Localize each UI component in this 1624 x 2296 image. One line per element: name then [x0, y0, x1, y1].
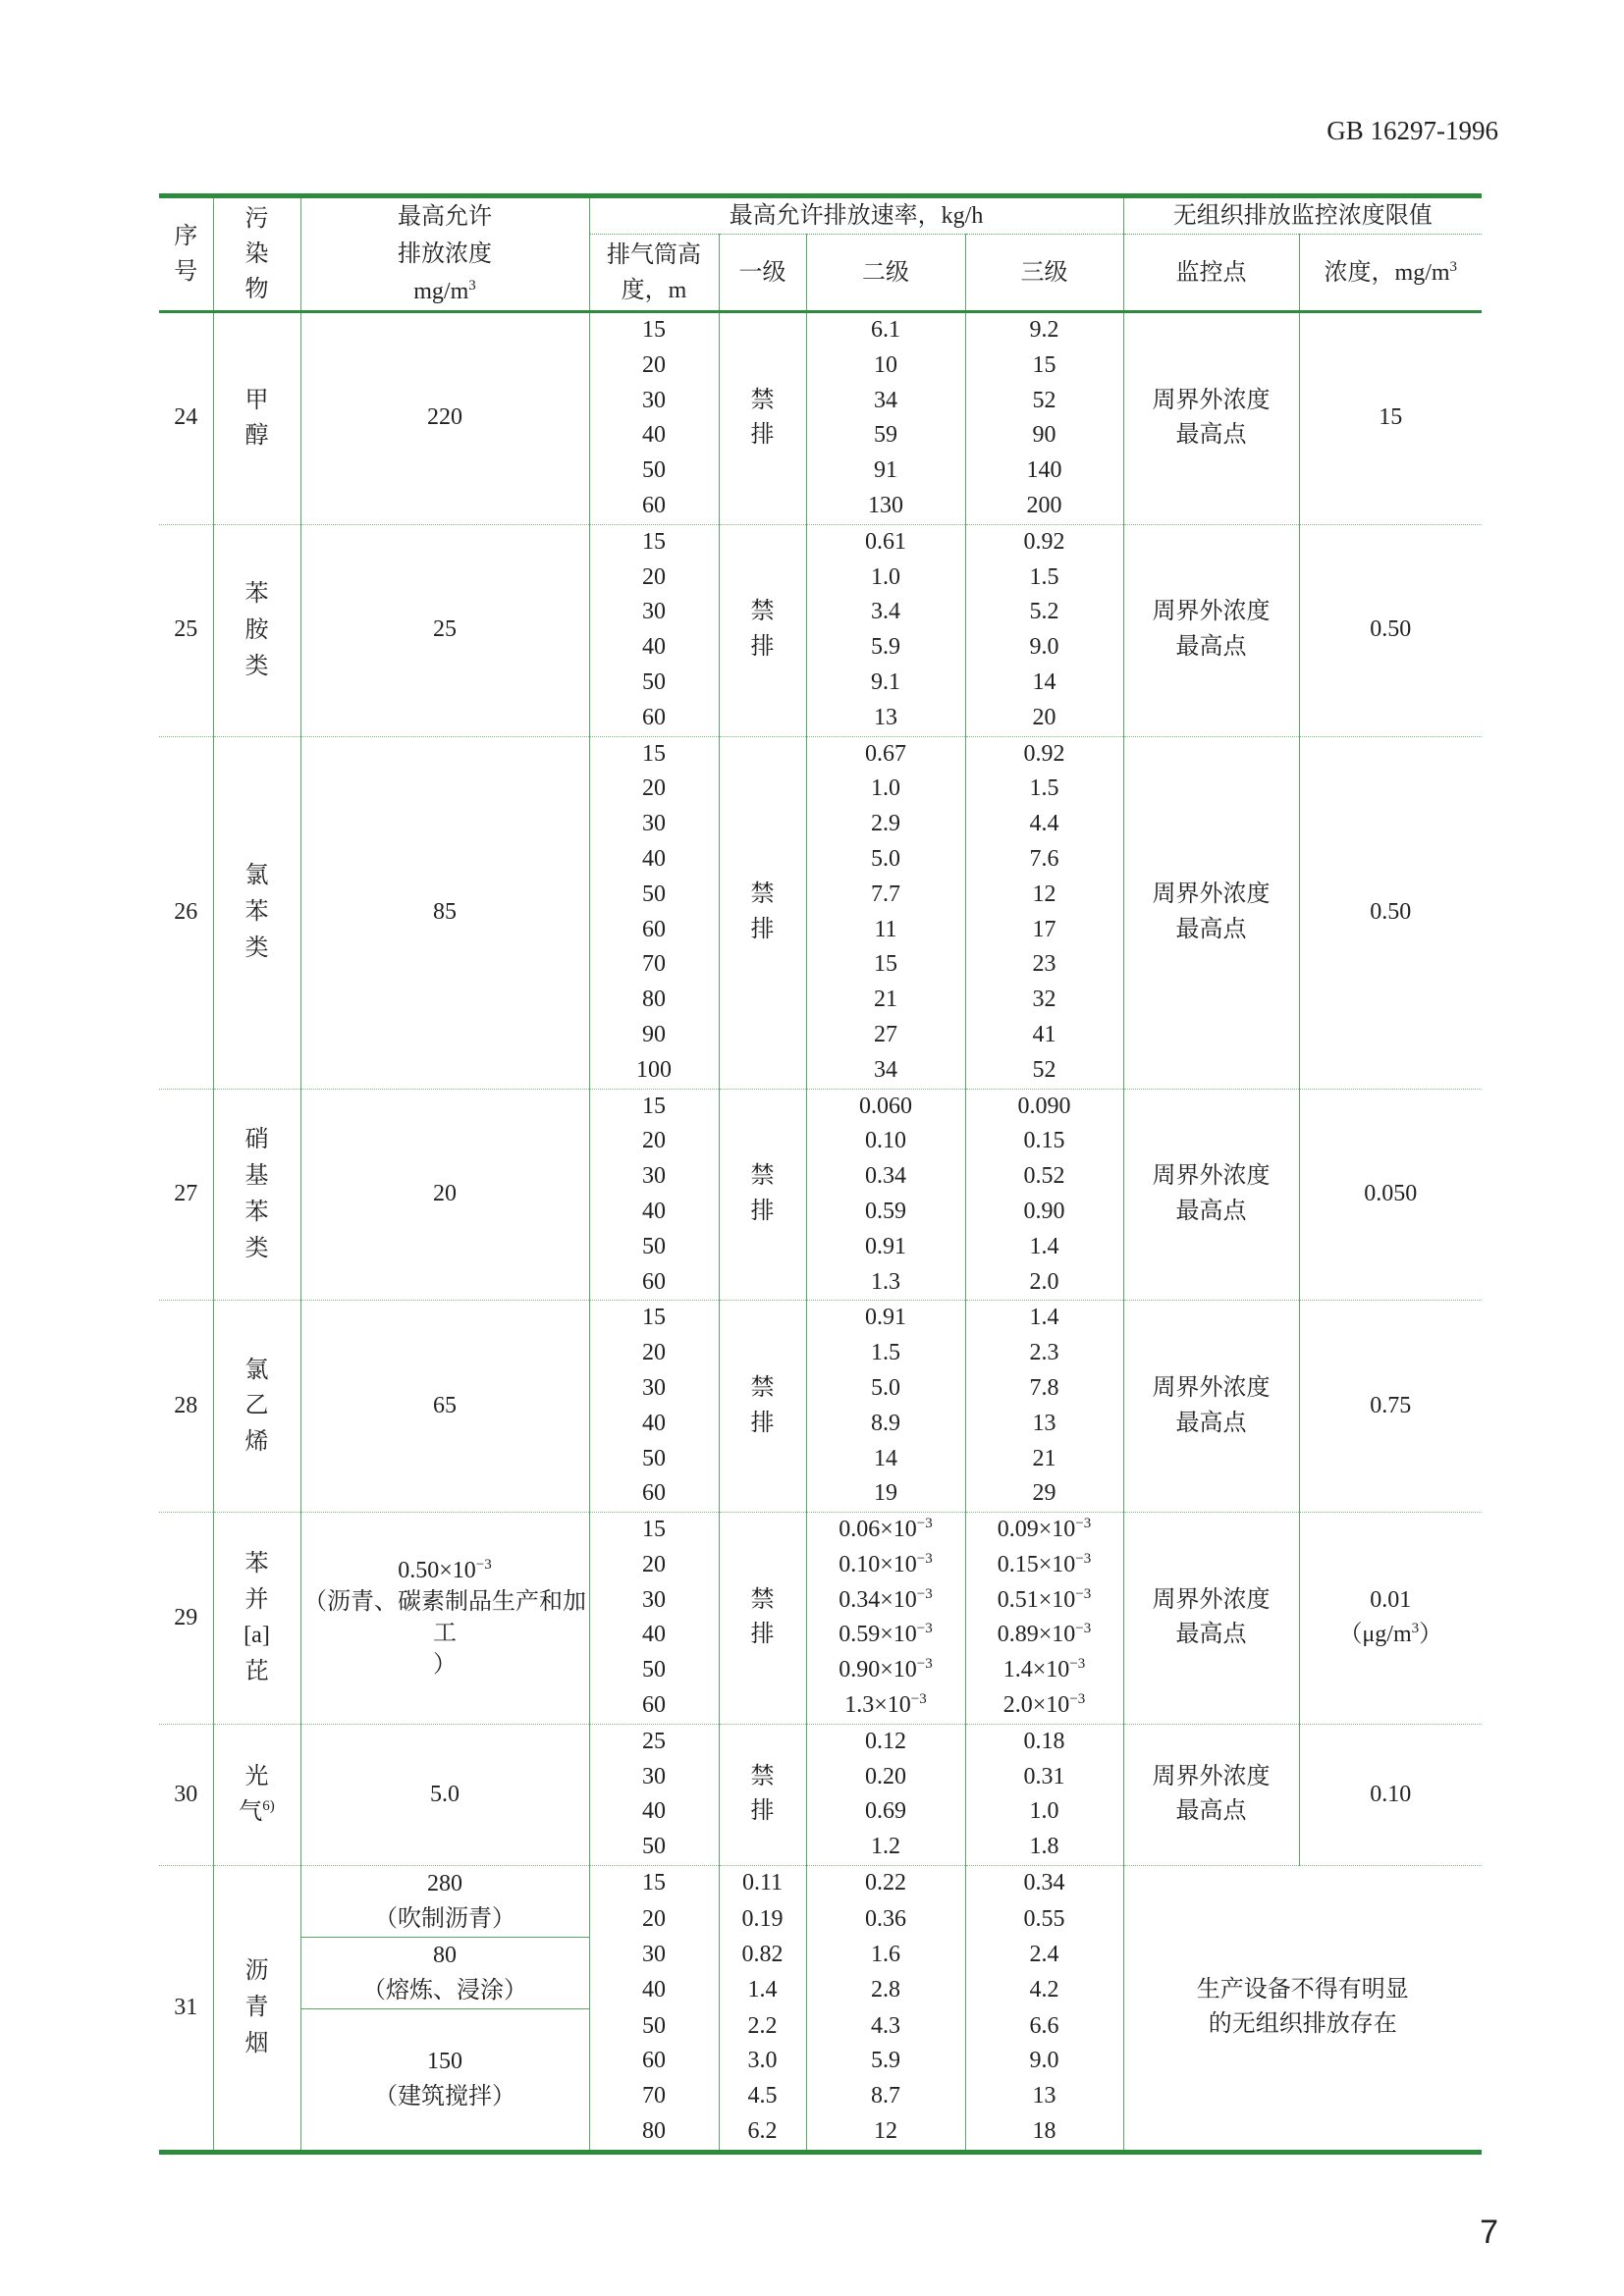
- stack-height-cell: 40: [589, 418, 719, 454]
- fugitive-note-cell: 生产设备不得有明显 的无组织排放存在: [1123, 1866, 1482, 2150]
- level2-rate-cell: 34: [806, 1053, 965, 1089]
- level2-rate-cell: 9.1: [806, 666, 965, 701]
- max-conc-cell: 5.0: [300, 1724, 589, 1865]
- level3-rate-cell: $0.15\times 10^{-3}$: [965, 1548, 1123, 1583]
- max-conc-cell: 20: [300, 1089, 589, 1301]
- level3-rate-cell: 9.2: [965, 312, 1123, 348]
- max-conc-cell: 150 （建筑搅拌）: [300, 2009, 589, 2150]
- level1-rate-cell: 0.11: [719, 1866, 806, 1902]
- level3-rate-cell: 1.4: [965, 1230, 1123, 1265]
- level2-rate-cell: 0.91: [806, 1230, 965, 1265]
- fugitive-limit-cell: 0.01 $(\mu g/m^3)$: [1299, 1513, 1482, 1725]
- seq-cell: 24: [159, 312, 213, 525]
- level2-rate-cell: 34: [806, 384, 965, 419]
- level3-rate-cell: 1.5: [965, 772, 1123, 807]
- stack-height-cell: 15: [589, 1866, 719, 1902]
- stack-height-cell: 50: [589, 878, 719, 913]
- level2-rate-cell: 0.060: [806, 1089, 965, 1124]
- stack-height-cell: 100: [589, 1053, 719, 1089]
- seq-cell: 30: [159, 1724, 213, 1865]
- level1-rate-cell: 3.0: [719, 2044, 806, 2079]
- level2-rate-cell: 0.10: [806, 1124, 965, 1159]
- level2-rate-cell: 5.9: [806, 630, 965, 666]
- fugitive-limit-cell: 0.050: [1299, 1089, 1482, 1301]
- level2-rate-cell: 3.4: [806, 595, 965, 630]
- monitor-point-cell: 周界外浓度 最高点: [1123, 1513, 1299, 1725]
- level1-rate-cell: 6.2: [719, 2114, 806, 2150]
- level2-rate-cell: 1.0: [806, 561, 965, 596]
- header-level2: 二级: [806, 235, 965, 312]
- level2-rate-cell: 19: [806, 1476, 965, 1512]
- fugitive-limit-cell: 15: [1299, 312, 1482, 525]
- stack-height-cell: 15: [589, 1089, 719, 1124]
- level2-rate-cell: 5.9: [806, 2044, 965, 2079]
- header-stack-height: 排气筒高 度，m: [589, 235, 719, 312]
- stack-height-cell: 70: [589, 2079, 719, 2114]
- level2-rate-cell: 0.34: [806, 1159, 965, 1195]
- pollutant-name-cell: 氯 苯 类: [213, 736, 300, 1089]
- max-conc-cell: 220: [300, 312, 589, 525]
- level2-rate-cell: 11: [806, 913, 965, 948]
- stack-height-cell: 60: [589, 1688, 719, 1724]
- level3-rate-cell: 0.090: [965, 1089, 1123, 1124]
- max-conc-cell: 65: [300, 1301, 589, 1513]
- level3-rate-cell: 29: [965, 1476, 1123, 1512]
- stack-height-cell: 50: [589, 666, 719, 701]
- level2-rate-cell: 1.2: [806, 1830, 965, 1865]
- level2-rate-cell: 0.61: [806, 524, 965, 560]
- monitor-point-cell: 周界外浓度 最高点: [1123, 524, 1299, 736]
- level2-rate-cell: 0.69: [806, 1794, 965, 1830]
- stack-height-cell: 40: [589, 630, 719, 666]
- stack-height-cell: 60: [589, 913, 719, 948]
- header-fugitive-group: 无组织排放监控浓度限值: [1123, 198, 1482, 235]
- stack-height-cell: 30: [589, 1583, 719, 1619]
- table-row: [159, 1513, 1482, 1548]
- level3-rate-cell: 18: [965, 2114, 1123, 2150]
- table-row: [159, 524, 1482, 560]
- level2-rate-cell: 0.36: [806, 1901, 965, 1937]
- level1-rate-cell: 0.82: [719, 1938, 806, 1974]
- pollutant-name-cell: 苯 胺 类: [213, 524, 300, 736]
- level1-rate-cell: 禁 排: [719, 1724, 806, 1865]
- stack-height-cell: 60: [589, 2044, 719, 2079]
- level3-rate-cell: $2.0\times 10^{-3}$: [965, 1688, 1123, 1724]
- level3-rate-cell: 21: [965, 1442, 1123, 1477]
- stack-height-cell: 50: [589, 1653, 719, 1688]
- seq-cell: 31: [159, 1866, 213, 2150]
- level2-rate-cell: 7.7: [806, 878, 965, 913]
- header-rate-group: 最高允许排放速率，kg/h: [589, 198, 1123, 235]
- stack-height-cell: 40: [589, 1618, 719, 1653]
- stack-height-cell: 30: [589, 1159, 719, 1195]
- level3-rate-cell: 0.34: [965, 1866, 1123, 1902]
- stack-height-cell: 50: [589, 2009, 719, 2045]
- level2-rate-cell: 12: [806, 2114, 965, 2150]
- level2-rate-cell: 0.20: [806, 1760, 965, 1795]
- pollutant-group: [159, 1089, 1482, 1301]
- level3-rate-cell: 41: [965, 1018, 1123, 1053]
- level2-rate-cell: 27: [806, 1018, 965, 1053]
- level3-rate-cell: 2.0: [965, 1265, 1123, 1301]
- level2-rate-cell: 5.0: [806, 1371, 965, 1407]
- header-seq: 序 号: [159, 198, 213, 312]
- level3-rate-cell: 5.2: [965, 595, 1123, 630]
- level3-rate-cell: 23: [965, 947, 1123, 983]
- pollutant-name-cell: 硝 基 苯 类: [213, 1089, 300, 1301]
- header-level1: 一级: [719, 235, 806, 312]
- stack-height-cell: 20: [589, 1124, 719, 1159]
- level1-rate-cell: 禁 排: [719, 312, 806, 525]
- stack-height-cell: 20: [589, 772, 719, 807]
- monitor-point-cell: 周界外浓度 最高点: [1123, 1301, 1299, 1513]
- level2-rate-cell: $0.06\times 10^{-3}$: [806, 1513, 965, 1548]
- level1-rate-cell: 2.2: [719, 2009, 806, 2045]
- fugitive-limit-cell: 0.50: [1299, 736, 1482, 1089]
- level2-rate-cell: 21: [806, 983, 965, 1018]
- level1-rate-cell: 0.19: [719, 1901, 806, 1937]
- level1-rate-cell: 1.4: [719, 1973, 806, 2009]
- level2-rate-cell: 5.0: [806, 842, 965, 878]
- table-row: [159, 1089, 1482, 1124]
- fugitive-limit-cell: 0.75: [1299, 1301, 1482, 1513]
- stack-height-cell: 40: [589, 1195, 719, 1230]
- level3-rate-cell: $0.09\times 10^{-3}$: [965, 1513, 1123, 1548]
- level3-rate-cell: 15: [965, 348, 1123, 384]
- level2-rate-cell: $0.90\times 10^{-3}$: [806, 1653, 965, 1688]
- table-row: [159, 1301, 1482, 1336]
- max-conc-cell: 280 （吹制沥青）: [300, 1866, 589, 1938]
- pollutant-group: [159, 736, 1482, 1089]
- stack-height-cell: 30: [589, 595, 719, 630]
- level2-rate-cell: 59: [806, 418, 965, 454]
- level3-rate-cell: 6.6: [965, 2009, 1123, 2045]
- level3-rate-cell: 0.90: [965, 1195, 1123, 1230]
- level2-rate-cell: 130: [806, 489, 965, 524]
- stack-height-cell: 20: [589, 561, 719, 596]
- stack-height-cell: 20: [589, 1901, 719, 1937]
- level2-rate-cell: 0.91: [806, 1301, 965, 1336]
- page-number: 7: [1480, 2214, 1498, 2251]
- level2-rate-cell: 0.12: [806, 1724, 965, 1759]
- level1-rate-cell: 禁 排: [719, 1513, 806, 1725]
- stack-height-cell: 40: [589, 1973, 719, 2009]
- stack-height-cell: 25: [589, 1724, 719, 1759]
- level3-rate-cell: 90: [965, 418, 1123, 454]
- pollutant-name-cell: 光 气$^{6)}$: [213, 1724, 300, 1865]
- table-row: [159, 1724, 1482, 1759]
- stack-height-cell: 50: [589, 454, 719, 489]
- level2-rate-cell: $0.10\times 10^{-3}$: [806, 1548, 965, 1583]
- level3-rate-cell: 0.15: [965, 1124, 1123, 1159]
- pollutant-name-cell: 氯 乙 烯: [213, 1301, 300, 1513]
- pollutant-group: [159, 1866, 1482, 2150]
- level3-rate-cell: $1.4\times 10^{-3}$: [965, 1653, 1123, 1688]
- level3-rate-cell: 7.6: [965, 842, 1123, 878]
- fugitive-limit-cell: 0.10: [1299, 1724, 1482, 1865]
- level3-rate-cell: $0.89\times 10^{-3}$: [965, 1618, 1123, 1653]
- stack-height-cell: 30: [589, 1371, 719, 1407]
- level3-rate-cell: 20: [965, 701, 1123, 736]
- stack-height-cell: 50: [589, 1442, 719, 1477]
- level2-rate-cell: 8.7: [806, 2079, 965, 2114]
- level1-rate-cell: 禁 排: [719, 1089, 806, 1301]
- max-conc-cell: 80 （熔炼、浸涂）: [300, 1938, 589, 2009]
- level3-rate-cell: 32: [965, 983, 1123, 1018]
- stack-height-cell: 15: [589, 524, 719, 560]
- level2-rate-cell: $0.59\times 10^{-3}$: [806, 1618, 965, 1653]
- header-fugitive-conc: 浓度，$mg/m^3$: [1299, 235, 1482, 312]
- level3-rate-cell: 0.92: [965, 736, 1123, 772]
- level3-rate-cell: 9.0: [965, 2044, 1123, 2079]
- level1-rate-cell: 禁 排: [719, 1301, 806, 1513]
- pollutant-group: [159, 1301, 1482, 1513]
- level3-rate-cell: 7.8: [965, 1371, 1123, 1407]
- stack-height-cell: 20: [589, 348, 719, 384]
- stack-height-cell: 30: [589, 1760, 719, 1795]
- stack-height-cell: 15: [589, 312, 719, 348]
- header-max-conc: 最高允许 排放浓度 $mg/m^3$: [300, 198, 589, 312]
- stack-height-cell: 80: [589, 983, 719, 1018]
- level2-rate-cell: 1.0: [806, 772, 965, 807]
- pollutant-group: [159, 312, 1482, 525]
- stack-height-cell: 80: [589, 2114, 719, 2150]
- header-monitor-point: 监控点: [1123, 235, 1299, 312]
- pollutant-group: [159, 1513, 1482, 1725]
- stack-height-cell: 15: [589, 1301, 719, 1336]
- level3-rate-cell: 2.4: [965, 1938, 1123, 1974]
- seq-cell: 26: [159, 736, 213, 1089]
- stack-height-cell: 60: [589, 1265, 719, 1301]
- level3-rate-cell: 0.55: [965, 1901, 1123, 1937]
- max-conc-cell: 85: [300, 736, 589, 1089]
- level3-rate-cell: 14: [965, 666, 1123, 701]
- fugitive-limit-cell: 0.50: [1299, 524, 1482, 736]
- level3-rate-cell: 1.4: [965, 1301, 1123, 1336]
- stack-height-cell: 90: [589, 1018, 719, 1053]
- level2-rate-cell: 2.8: [806, 1973, 965, 2009]
- level3-rate-cell: 9.0: [965, 630, 1123, 666]
- level2-rate-cell: 0.22: [806, 1866, 965, 1902]
- level3-rate-cell: 52: [965, 384, 1123, 419]
- level2-rate-cell: $0.34\times 10^{-3}$: [806, 1583, 965, 1619]
- doc-code: GB 16297-1996: [1326, 116, 1498, 145]
- stack-height-cell: 40: [589, 1407, 719, 1442]
- table-row: [159, 736, 1482, 772]
- max-conc-cell: 25: [300, 524, 589, 736]
- level3-rate-cell: 140: [965, 454, 1123, 489]
- stack-height-cell: 30: [589, 1938, 719, 1974]
- stack-height-cell: 70: [589, 947, 719, 983]
- seq-cell: 29: [159, 1513, 213, 1725]
- level3-rate-cell: 4.2: [965, 1973, 1123, 2009]
- level3-rate-cell: 0.52: [965, 1159, 1123, 1195]
- level2-rate-cell: 6.1: [806, 312, 965, 348]
- stack-height-cell: 50: [589, 1830, 719, 1865]
- seq-cell: 28: [159, 1301, 213, 1513]
- level2-rate-cell: 1.6: [806, 1938, 965, 1974]
- level2-rate-cell: $1.3\times 10^{-3}$: [806, 1688, 965, 1724]
- emission-limit-table: [159, 198, 1482, 2150]
- pollutant-name-cell: 苯 并 [a] 芘: [213, 1513, 300, 1725]
- stack-height-cell: 15: [589, 736, 719, 772]
- level2-rate-cell: 4.3: [806, 2009, 965, 2045]
- monitor-point-cell: 周界外浓度 最高点: [1123, 312, 1299, 525]
- level2-rate-cell: 8.9: [806, 1407, 965, 1442]
- level2-rate-cell: 0.59: [806, 1195, 965, 1230]
- stack-height-cell: 60: [589, 701, 719, 736]
- stack-height-cell: 40: [589, 1794, 719, 1830]
- stack-height-cell: 50: [589, 1230, 719, 1265]
- level1-rate-cell: 4.5: [719, 2079, 806, 2114]
- level3-rate-cell: 0.18: [965, 1724, 1123, 1759]
- pollutant-group: [159, 524, 1482, 736]
- pollutant-name-cell: 甲 醇: [213, 312, 300, 525]
- stack-height-cell: 60: [589, 1476, 719, 1512]
- level2-rate-cell: 14: [806, 1442, 965, 1477]
- level3-rate-cell: 13: [965, 1407, 1123, 1442]
- stack-height-cell: 20: [589, 1336, 719, 1371]
- monitor-point-cell: 周界外浓度 最高点: [1123, 1089, 1299, 1301]
- level3-rate-cell: 0.92: [965, 524, 1123, 560]
- level3-rate-cell: $0.51\times 10^{-3}$: [965, 1583, 1123, 1619]
- level2-rate-cell: 13: [806, 701, 965, 736]
- monitor-point-cell: 周界外浓度 最高点: [1123, 1724, 1299, 1865]
- monitor-point-cell: 周界外浓度 最高点: [1123, 736, 1299, 1089]
- level3-rate-cell: 4.4: [965, 807, 1123, 842]
- level3-rate-cell: 200: [965, 489, 1123, 524]
- pollutant-name-cell: 沥 青 烟: [213, 1866, 300, 2150]
- seq-cell: 27: [159, 1089, 213, 1301]
- level3-rate-cell: 12: [965, 878, 1123, 913]
- level3-rate-cell: 13: [965, 2079, 1123, 2114]
- level2-rate-cell: 1.3: [806, 1265, 965, 1301]
- pollutant-group: [159, 1724, 1482, 1865]
- emission-limit-table-wrap: [159, 193, 1482, 2155]
- stack-height-cell: 30: [589, 384, 719, 419]
- level3-rate-cell: 52: [965, 1053, 1123, 1089]
- level2-rate-cell: 10: [806, 348, 965, 384]
- level2-rate-cell: 0.67: [806, 736, 965, 772]
- stack-height-cell: 60: [589, 489, 719, 524]
- header-pollutant: 污 染 物: [213, 198, 300, 312]
- level2-rate-cell: 2.9: [806, 807, 965, 842]
- level3-rate-cell: 0.31: [965, 1760, 1123, 1795]
- seq-cell: 25: [159, 524, 213, 736]
- stack-height-cell: 40: [589, 842, 719, 878]
- level2-rate-cell: 91: [806, 454, 965, 489]
- table-row: [159, 312, 1482, 348]
- level3-rate-cell: 17: [965, 913, 1123, 948]
- level1-rate-cell: 禁 排: [719, 524, 806, 736]
- level2-rate-cell: 1.5: [806, 1336, 965, 1371]
- stack-height-cell: 20: [589, 1548, 719, 1583]
- level2-rate-cell: 15: [806, 947, 965, 983]
- stack-height-cell: 15: [589, 1513, 719, 1548]
- level3-rate-cell: 1.8: [965, 1830, 1123, 1865]
- stack-height-cell: 30: [589, 807, 719, 842]
- table-row: [159, 1866, 1482, 1902]
- level3-rate-cell: 1.0: [965, 1794, 1123, 1830]
- level3-rate-cell: 1.5: [965, 561, 1123, 596]
- level1-rate-cell: 禁 排: [719, 736, 806, 1089]
- max-conc-cell: $0.50\times 10^{-3}$ （沥青、碳素制品生产和加工 ）: [300, 1513, 589, 1725]
- header-level3: 三级: [965, 235, 1123, 312]
- level3-rate-cell: 2.3: [965, 1336, 1123, 1371]
